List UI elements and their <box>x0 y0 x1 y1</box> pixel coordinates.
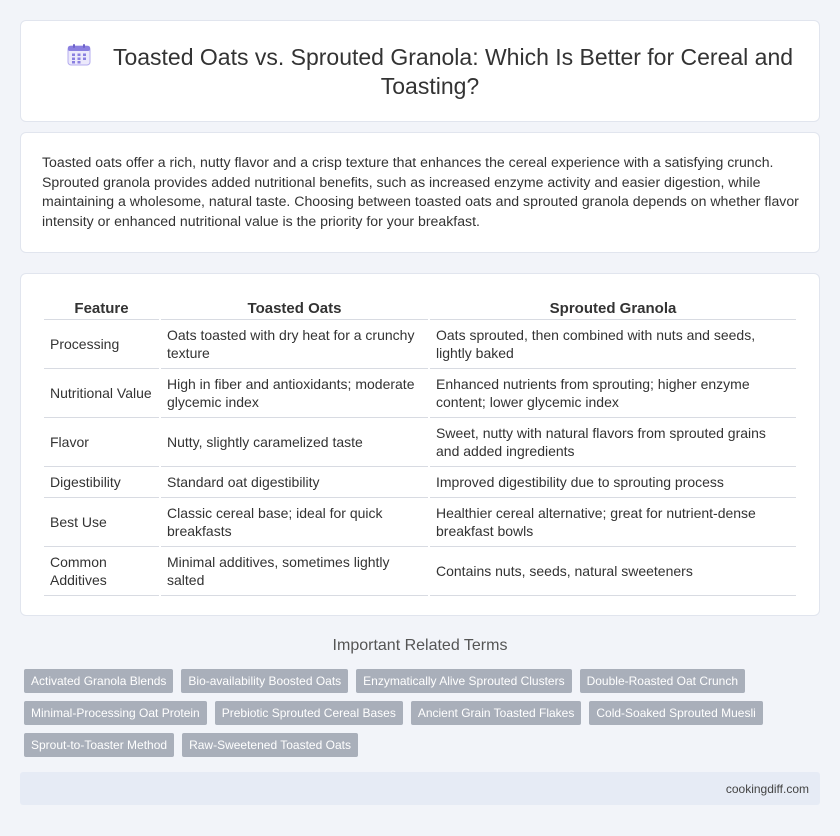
table-cell-feature: Common Additives <box>44 547 159 596</box>
table-cell-toasted: Standard oat digestibility <box>161 467 428 498</box>
intro-card <box>20 132 820 253</box>
table-cell-feature: Best Use <box>44 498 159 547</box>
table-cell-sprouted: Oats sprouted, then combined with nuts and seeds, lightly baked <box>430 320 796 369</box>
related-tag[interactable]: Cold-Soaked Sprouted Muesli <box>589 701 762 725</box>
table-header-row <box>44 294 796 320</box>
related-tag[interactable]: Ancient Grain Toasted Flakes <box>411 701 582 725</box>
related-terms-tags <box>24 669 804 757</box>
related-tag[interactable]: Prebiotic Sprouted Cereal Bases <box>215 701 403 725</box>
footer <box>20 772 820 805</box>
table-cell-feature: Flavor <box>44 418 159 467</box>
related-tag[interactable]: Bio-availability Boosted Oats <box>181 669 348 693</box>
related-tag[interactable]: Sprout-to-Toaster Method <box>24 733 174 757</box>
table-cell-toasted: High in fiber and antioxidants; moderate glycemic index <box>161 369 428 418</box>
header-sprouted-granola: Sprouted Granola <box>430 294 796 320</box>
calendar-icon <box>67 44 91 66</box>
table-cell-feature: Digestibility <box>44 467 159 498</box>
table-row <box>44 547 796 596</box>
table-cell-toasted: Oats toasted with dry heat for a crunchy texture <box>161 320 428 369</box>
intro-paragraph: Toasted oats offer a rich, nutty flavor and a crisp texture that enhances the cereal experience with a satisfying crunch. Sprouted granola provides added nutritional benefits, such as increased enzyme activity and easier digestion, while maintaining a wholesome, natural taste. Choosing between toasted oats and sprouted granola depends on whether flavor intensity or enhanced nutritional value is the priority for your breakfast. <box>42 154 799 229</box>
table-cell-toasted: Classic cereal base; ideal for quick breakfasts <box>161 498 428 547</box>
page-title-text: Toasted Oats vs. Sprouted Granola: Which Is Better for Cereal and Toasting? <box>112 44 794 99</box>
table-cell-feature: Processing <box>44 320 159 369</box>
table-row <box>44 369 796 418</box>
related-tag[interactable]: Minimal-Processing Oat Protein <box>24 701 207 725</box>
comparison-table <box>42 294 798 596</box>
table-cell-sprouted: Improved digestibility due to sprouting process <box>430 467 796 498</box>
related-tag[interactable]: Enzymatically Alive Sprouted Clusters <box>356 669 571 693</box>
table-cell-sprouted: Sweet, nutty with natural flavors from sprouted grains and added ingredients <box>430 418 796 467</box>
table-cell-feature: Nutritional Value <box>44 369 159 418</box>
header-toasted-oats: Toasted Oats <box>161 294 428 320</box>
related-tag[interactable]: Activated Granola Blends <box>24 669 173 693</box>
related-tag[interactable]: Raw-Sweetened Toasted Oats <box>182 733 358 757</box>
related-terms-heading: Important Related Terms <box>332 637 508 654</box>
page-title <box>61 43 799 101</box>
table-cell-sprouted: Enhanced nutrients from sprouting; higher enzyme content; lower glycemic index <box>430 369 796 418</box>
table-cell-sprouted: Contains nuts, seeds, natural sweeteners <box>430 547 796 596</box>
table-cell-toasted: Minimal additives, sometimes lightly salted <box>161 547 428 596</box>
table-cell-toasted: Nutty, slightly caramelized taste <box>161 418 428 467</box>
table-row <box>44 498 796 547</box>
table-row <box>44 320 796 369</box>
related-tag[interactable]: Double-Roasted Oat Crunch <box>580 669 745 693</box>
footer-site-link[interactable]: cookingdiff.com <box>725 782 809 796</box>
table-row <box>44 467 796 498</box>
header-feature: Feature <box>44 294 159 320</box>
table-cell-sprouted: Healthier cereal alternative; great for nutrient-dense breakfast bowls <box>430 498 796 547</box>
table-row <box>44 418 796 467</box>
comparison-card <box>20 273 820 616</box>
title-card <box>20 20 820 122</box>
